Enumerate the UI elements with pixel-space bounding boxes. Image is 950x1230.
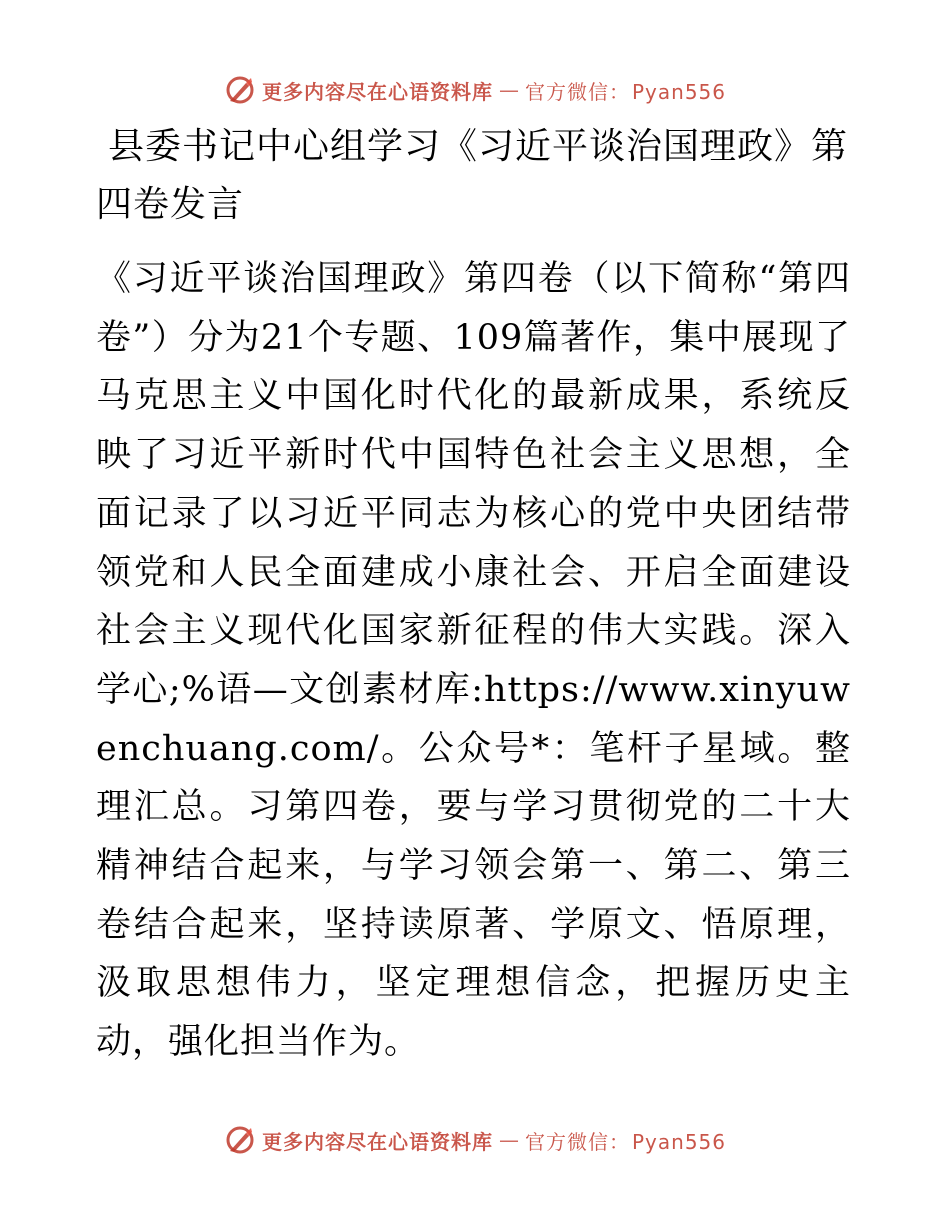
quill-circle-logo-icon: [224, 74, 256, 106]
banner-wechat: [525, 76, 726, 105]
footer-watermark-banner: [0, 1120, 950, 1160]
banner-separator: —: [498, 78, 519, 102]
banner-wechat-id: Pyan556: [631, 79, 726, 104]
document-title: 县委书记中心组学习《习近平谈治国理政》第四卷发言: [96, 126, 849, 225]
banner-wechat-label: 官方微信：: [524, 79, 630, 104]
header-watermark-banner: [0, 70, 950, 110]
quill-circle-logo-icon: [224, 1124, 256, 1156]
document-body-paragraph: 《习近平谈治国理政》第四卷（以下简称“第四卷”）分为21个专题、109篇著作，集中展现了马克思主义中国化时代化的最新成果，系统反映了习近平新时代中国特色社会主义思想，全面记录了以习近平同志为核心的党中央团结带领党和人民全面建成小康社会、开启全面建设社会主义现代化国家新征程的伟大实践。深入学心;%语—文创素材库:https://www.xinyuwenchuang.com/。公众号*：笔杆子星域。整理汇总。习第四卷，要与学习贯彻党的二十大精神结合起来，与学习领会第一、第二、第三卷结合起来，坚持读原著、学原文、悟原理，汲取思想伟力，坚定理想信念，把握历史主动，强化担当作为。: [96, 259, 851, 1063]
banner-wechat-id: Pyan556: [631, 1129, 726, 1154]
banner-site-text: 更多内容尽在心语资料库: [261, 79, 493, 104]
banner-wechat-label: 官方微信：: [524, 1129, 630, 1154]
banner-separator: —: [498, 1128, 519, 1152]
banner-site-text: 更多内容尽在心语资料库: [261, 1129, 493, 1154]
banner-wechat: [525, 1126, 726, 1155]
